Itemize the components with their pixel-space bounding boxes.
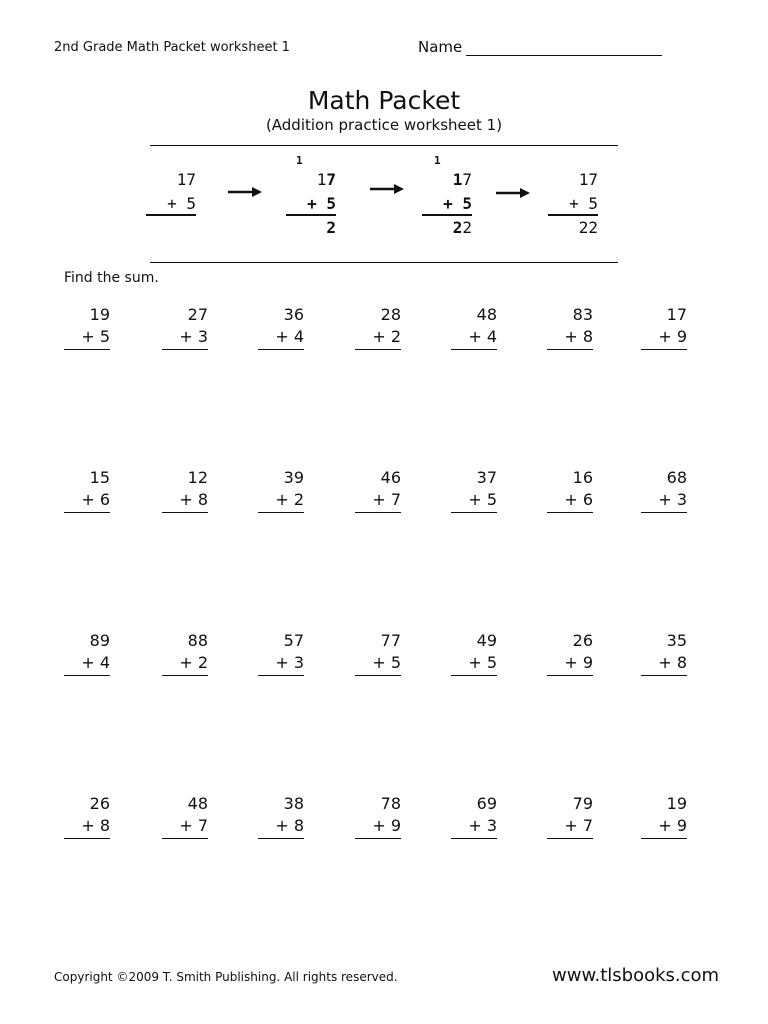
- problem-1-3: [258, 305, 304, 345]
- name-label: Name: [418, 38, 463, 56]
- example-step-3-addend: + 5: [443, 194, 472, 213]
- problem-top-number: 12: [187, 468, 208, 487]
- problem-addend: + 4: [81, 653, 110, 672]
- problem-2-5: [451, 468, 497, 508]
- example-top-rule: [150, 145, 618, 146]
- problem-answer-line[interactable]: [258, 675, 304, 676]
- problem-answer-line[interactable]: [355, 512, 401, 513]
- problem-addend: + 9: [564, 653, 593, 672]
- problem-answer-line[interactable]: [64, 675, 110, 676]
- example-step-3-sum-ones: 2: [462, 218, 472, 237]
- problem-2-1: [64, 468, 110, 508]
- example-step-2: [282, 150, 342, 250]
- example-step-4-addend: + 5: [569, 194, 598, 213]
- example-step-3-bar: [422, 214, 472, 216]
- problem-1-1: [64, 305, 110, 345]
- problem-addend: + 5: [468, 653, 497, 672]
- problem-answer-line[interactable]: [451, 512, 497, 513]
- problem-top-number: 19: [666, 794, 687, 813]
- example-step-4: [544, 150, 604, 250]
- problem-answer-line[interactable]: [162, 675, 208, 676]
- problem-3-3: [258, 631, 304, 671]
- problem-top-number: 77: [380, 631, 401, 650]
- problem-addend: + 4: [468, 327, 497, 346]
- problem-answer-line[interactable]: [355, 675, 401, 676]
- problem-top-number: 69: [476, 794, 497, 813]
- problem-3-4: [355, 631, 401, 671]
- problem-answer-line[interactable]: [641, 512, 687, 513]
- problem-addend: + 2: [179, 653, 208, 672]
- problem-answer-line[interactable]: [547, 349, 593, 350]
- problem-addend: + 3: [275, 653, 304, 672]
- example-step-3-carry: 1: [434, 154, 441, 167]
- example-step-3: [418, 150, 478, 250]
- problem-top-number: 39: [283, 468, 304, 487]
- problem-answer-line[interactable]: [451, 838, 497, 839]
- problem-addend: + 8: [81, 816, 110, 835]
- problem-answer-line[interactable]: [162, 349, 208, 350]
- example-step-1: [142, 150, 202, 250]
- example-step-4-top: 17: [578, 170, 598, 189]
- problem-top-number: 26: [89, 794, 110, 813]
- instructions: Find the sum.: [64, 270, 159, 286]
- problem-addend: + 7: [372, 490, 401, 509]
- problem-answer-line[interactable]: [258, 512, 304, 513]
- problem-addend: + 5: [81, 327, 110, 346]
- problem-top-number: 79: [572, 794, 593, 813]
- problem-2-3: [258, 468, 304, 508]
- problem-top-number: 28: [380, 305, 401, 324]
- problem-addend: + 9: [658, 327, 687, 346]
- problem-top-number: 36: [283, 305, 304, 324]
- problem-answer-line[interactable]: [547, 838, 593, 839]
- example-step-3-sum: [453, 218, 472, 237]
- problem-top-number: 19: [89, 305, 110, 324]
- problem-top-number: 68: [666, 468, 687, 487]
- example-step-1-addend: + 5: [167, 194, 196, 213]
- problem-3-5: [451, 631, 497, 671]
- problem-3-2: [162, 631, 208, 671]
- problem-4-6: [547, 794, 593, 834]
- problem-2-4: [355, 468, 401, 508]
- page-subtitle: (Addition practice worksheet 1): [265, 116, 503, 134]
- example-step-3-tens: 1: [452, 170, 463, 189]
- problem-addend: + 7: [179, 816, 208, 835]
- problem-answer-line[interactable]: [547, 675, 593, 676]
- problem-1-4: [355, 305, 401, 345]
- problem-top-number: 48: [187, 794, 208, 813]
- example-step-2-top: [317, 170, 336, 189]
- problem-addend: + 2: [275, 490, 304, 509]
- example-step-3-sum-tens: 2: [452, 218, 463, 237]
- problem-top-number: 26: [572, 631, 593, 650]
- problem-answer-line[interactable]: [64, 512, 110, 513]
- example-step-4-sum: 22: [578, 218, 598, 237]
- problem-answer-line[interactable]: [355, 838, 401, 839]
- problem-addend: + 3: [179, 327, 208, 346]
- problem-addend: + 7: [564, 816, 593, 835]
- problem-addend: + 5: [468, 490, 497, 509]
- problem-3-6: [547, 631, 593, 671]
- right-arrow-icon: [496, 187, 530, 199]
- problem-answer-line[interactable]: [641, 675, 687, 676]
- problem-addend: + 5: [372, 653, 401, 672]
- example-step-2-tens: 1: [316, 170, 327, 189]
- problem-answer-line[interactable]: [355, 349, 401, 350]
- problem-top-number: 89: [89, 631, 110, 650]
- problem-addend: + 8: [564, 327, 593, 346]
- problem-answer-line[interactable]: [451, 349, 497, 350]
- problem-1-6: [547, 305, 593, 345]
- problem-4-2: [162, 794, 208, 834]
- problem-answer-line[interactable]: [641, 349, 687, 350]
- problem-4-1: [64, 794, 110, 834]
- problem-4-5: [451, 794, 497, 834]
- example-step-2-bar: [286, 214, 336, 216]
- problem-top-number: 15: [89, 468, 110, 487]
- problem-top-number: 27: [187, 305, 208, 324]
- problem-top-number: 46: [380, 468, 401, 487]
- problem-answer-line[interactable]: [64, 838, 110, 839]
- problem-2-7: [641, 468, 687, 508]
- problem-1-2: [162, 305, 208, 345]
- copyright-notice: Copyright ©2009 T. Smith Publishing. All rights reserved.: [54, 970, 398, 984]
- problem-addend: + 6: [564, 490, 593, 509]
- right-arrow-icon: [228, 186, 262, 198]
- problem-top-number: 16: [572, 468, 593, 487]
- example-step-3-ones: 7: [462, 170, 472, 189]
- example-step-2-ones: 7: [326, 170, 336, 189]
- example-step-2-addend: + 5: [307, 194, 336, 213]
- problem-addend: + 6: [81, 490, 110, 509]
- problem-3-1: [64, 631, 110, 671]
- problem-answer-line[interactable]: [641, 838, 687, 839]
- problem-top-number: 48: [476, 305, 497, 324]
- problem-answer-line[interactable]: [162, 512, 208, 513]
- problem-addend: + 3: [468, 816, 497, 835]
- example-step-1-bar: [146, 214, 196, 216]
- problem-addend: + 8: [179, 490, 208, 509]
- example-step-3-top: [453, 170, 472, 189]
- name-blank-line[interactable]: [466, 41, 662, 56]
- problem-answer-line[interactable]: [451, 675, 497, 676]
- problem-answer-line[interactable]: [258, 349, 304, 350]
- example-step-2-carry: 1: [296, 154, 303, 167]
- problem-4-4: [355, 794, 401, 834]
- problem-addend: + 4: [275, 327, 304, 346]
- problem-1-7: [641, 305, 687, 345]
- problem-top-number: 78: [380, 794, 401, 813]
- name-field[interactable]: [418, 38, 662, 56]
- problem-addend: + 8: [658, 653, 687, 672]
- problem-4-7: [641, 794, 687, 834]
- example-step-1-top: 17: [176, 170, 196, 189]
- problem-top-number: 49: [476, 631, 497, 650]
- website-link[interactable]: www.tlsbooks.com: [552, 965, 720, 986]
- example-bottom-rule: [150, 262, 618, 263]
- problem-addend: + 8: [275, 816, 304, 835]
- problem-addend: + 9: [372, 816, 401, 835]
- example-step-2-sum: 2: [326, 218, 336, 237]
- problem-1-5: [451, 305, 497, 345]
- problem-addend: + 3: [658, 490, 687, 509]
- problem-top-number: 35: [666, 631, 687, 650]
- problem-answer-line[interactable]: [64, 349, 110, 350]
- problem-addend: + 2: [372, 327, 401, 346]
- problem-top-number: 88: [187, 631, 208, 650]
- page-title: Math Packet: [307, 86, 461, 115]
- problem-4-3: [258, 794, 304, 834]
- problem-top-number: 17: [666, 305, 687, 324]
- problem-answer-line[interactable]: [258, 838, 304, 839]
- problem-2-6: [547, 468, 593, 508]
- problem-answer-line[interactable]: [547, 512, 593, 513]
- problem-answer-line[interactable]: [162, 838, 208, 839]
- right-arrow-icon: [370, 183, 404, 195]
- problem-3-7: [641, 631, 687, 671]
- problem-top-number: 57: [283, 631, 304, 650]
- problem-top-number: 38: [283, 794, 304, 813]
- problem-addend: + 9: [658, 816, 687, 835]
- problem-top-number: 83: [572, 305, 593, 324]
- problem-top-number: 37: [476, 468, 497, 487]
- example-step-4-bar: [548, 214, 598, 216]
- worksheet-label: 2nd Grade Math Packet worksheet 1: [54, 40, 290, 55]
- problem-2-2: [162, 468, 208, 508]
